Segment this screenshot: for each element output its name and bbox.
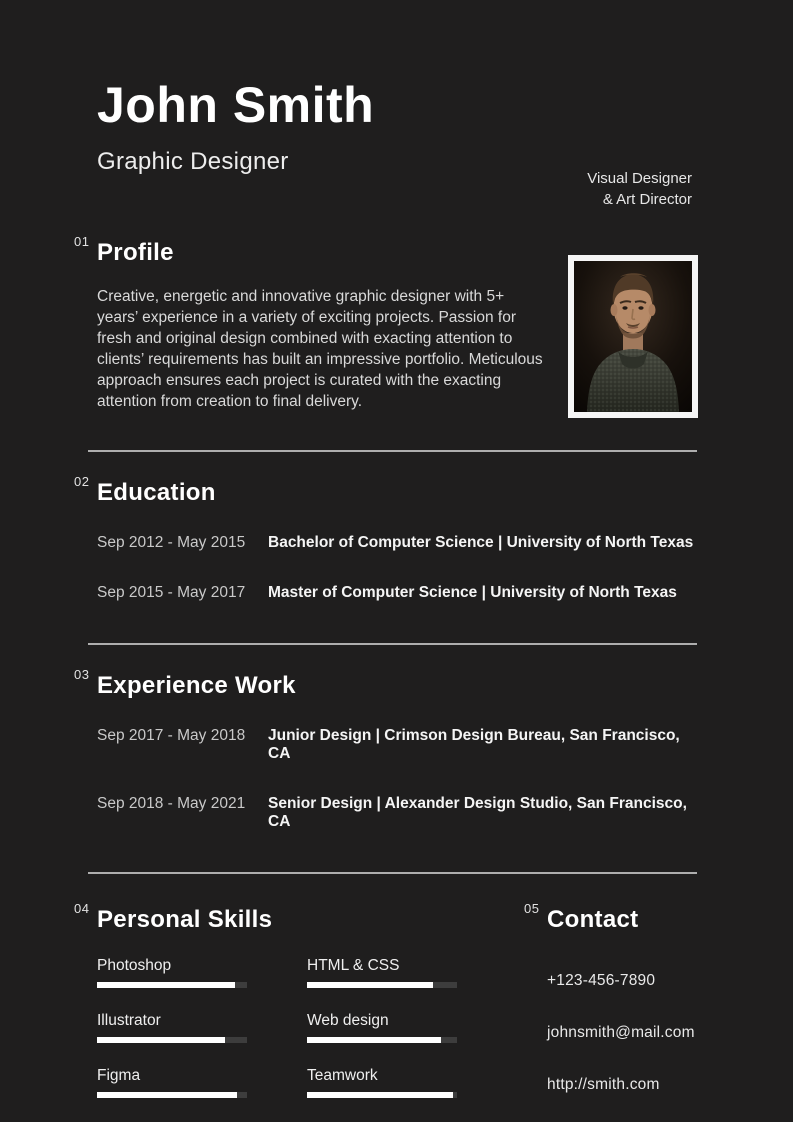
header — [97, 77, 697, 208]
divider — [88, 643, 697, 645]
section-number-skills: 04 — [74, 901, 90, 916]
section-title-profile: Profile — [97, 239, 174, 266]
skill-item — [97, 1012, 247, 1043]
divider — [88, 872, 697, 874]
skill-bar — [307, 1037, 457, 1043]
section-experience — [74, 667, 697, 831]
education-description: Bachelor of Computer Science | University of North Texas — [268, 534, 694, 551]
profile-text: Creative, energetic and innovative graphic designer with 5+ years’ experience in a variety of exciting projects. Passion for fresh and original design combined with exacting attention to clients’ requirements has built an impressive portfolio. Meticulous approach ensures each project is curated with the exacting attention from creation to final delivery. — [97, 288, 543, 410]
skill-bar — [97, 1037, 247, 1043]
person-role: Graphic Designer — [97, 148, 289, 175]
section-title-contact: Contact — [547, 906, 639, 933]
section-number-experience: 03 — [74, 667, 90, 682]
section-education — [74, 474, 697, 602]
skill-label: Teamwork — [307, 1067, 378, 1084]
section-skills — [74, 901, 459, 1122]
skill-label: Web design — [307, 1012, 389, 1029]
portrait-photo — [568, 255, 698, 418]
skill-bar-fill — [307, 1092, 453, 1098]
tagline-line2: & Art Director — [602, 191, 692, 208]
skill-bar-fill — [307, 1037, 441, 1043]
section-number-contact: 05 — [524, 901, 540, 916]
section-title-experience: Experience Work — [97, 672, 296, 699]
education-dates: Sep 2015 - May 2017 — [97, 584, 246, 601]
contact-phone: +123-456-7890 — [547, 972, 656, 989]
skill-bar — [307, 982, 457, 988]
education-dates: Sep 2012 - May 2015 — [97, 534, 246, 551]
skill-bar-fill — [97, 982, 235, 988]
tagline — [587, 168, 692, 210]
section-number-education: 02 — [74, 474, 90, 489]
skill-item — [307, 957, 457, 988]
tagline-line1: Visual Designer — [587, 170, 692, 187]
skill-bar-fill — [307, 982, 433, 988]
experience-dates: Sep 2017 - May 2018 — [97, 727, 246, 744]
skill-label: HTML & CSS — [307, 957, 400, 974]
skill-bar-fill — [97, 1092, 237, 1098]
education-row — [97, 584, 697, 602]
section-number-profile: 01 — [74, 234, 90, 249]
experience-description: Junior Design | Crimson Design Bureau, San Francisco, CA — [268, 727, 680, 762]
person-name: John Smith — [97, 77, 375, 133]
skill-item — [307, 1012, 457, 1043]
contact-website: http://smith.com — [547, 1076, 660, 1093]
section-contact — [524, 901, 695, 1122]
section-title-skills: Personal Skills — [97, 906, 273, 933]
experience-dates: Sep 2018 - May 2021 — [97, 795, 246, 812]
skill-label: Illustrator — [97, 1012, 161, 1029]
skill-label: Figma — [97, 1067, 141, 1084]
experience-row — [97, 727, 697, 763]
portrait-photo-image — [574, 261, 692, 412]
education-row — [97, 534, 697, 552]
experience-description: Senior Design | Alexander Design Studio, San Francisco, CA — [268, 795, 687, 830]
skill-bar-fill — [97, 1037, 225, 1043]
education-description: Master of Computer Science | University of North Texas — [268, 584, 677, 601]
skill-label: Photoshop — [97, 957, 172, 974]
skill-bar — [307, 1092, 457, 1098]
skill-item — [307, 1067, 457, 1098]
skill-item — [97, 957, 247, 988]
skill-item — [97, 1067, 247, 1098]
divider — [88, 450, 697, 452]
contact-email: johnsmith@mail.com — [547, 1024, 695, 1041]
section-title-education: Education — [97, 479, 216, 506]
experience-row — [97, 795, 697, 831]
skill-bar — [97, 1092, 247, 1098]
skill-bar — [97, 982, 247, 988]
